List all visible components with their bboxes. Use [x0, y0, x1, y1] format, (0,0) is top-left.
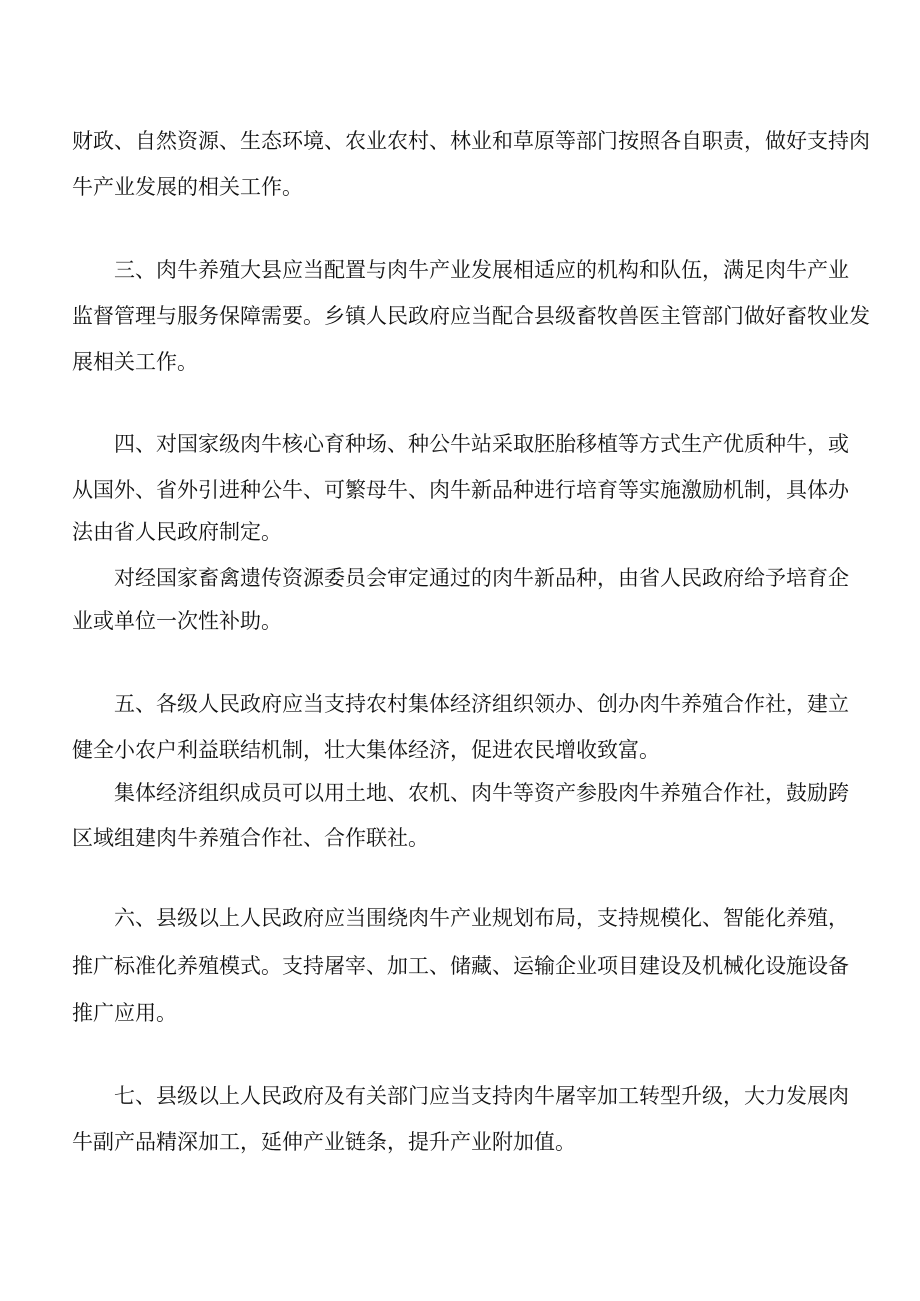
- paragraph-line: 区域组建肉牛养殖合作社、合作联社。: [72, 826, 429, 850]
- paragraph-line: 三、肉牛养殖大县应当配置与肉牛产业发展相适应的机构和队伍，满足肉牛产业: [114, 258, 849, 282]
- paragraph-line: 推广应用。: [72, 1001, 177, 1025]
- paragraph-line: 牛产业发展的相关工作。: [72, 175, 303, 199]
- paragraph-line: 六、县级以上人民政府应当围绕肉牛产业规划布局，支持规模化、智能化养殖，: [114, 906, 849, 930]
- paragraph-line: 从国外、省外引进种公牛、可繁母牛、肉牛新品种进行培育等实施激励机制，具体办: [72, 478, 849, 502]
- paragraph-line: 集体经济组织成员可以用土地、农机、肉牛等资产参股肉牛养殖合作社，鼓励跨: [114, 781, 849, 805]
- paragraph-line: 财政、自然资源、生态环境、农业农村、林业和草原等部门按照各自职责，做好支持肉: [72, 129, 870, 153]
- paragraph-line: 展相关工作。: [72, 350, 198, 374]
- paragraph-line: 对经国家畜禽遗传资源委员会审定通过的肉牛新品种，由省人民政府给予培育企: [114, 566, 849, 590]
- paragraph-line: 五、各级人民政府应当支持农村集体经济组织领办、创办肉牛养殖合作社，建立: [114, 692, 849, 716]
- paragraph-line: 推广标准化养殖模式。支持屠宰、加工、储藏、运输企业项目建设及机械化设施设备: [72, 954, 849, 978]
- paragraph-line: 四、对国家级肉牛核心育种场、种公牛站采取胚胎移植等方式生产优质种牛，或: [114, 432, 849, 456]
- paragraph-line: 七、县级以上人民政府及有关部门应当支持肉牛屠宰加工转型升级，大力发展肉: [114, 1084, 849, 1108]
- paragraph-line: 监督管理与服务保障需要。乡镇人民政府应当配合县级畜牧兽医主管部门做好畜牧业发: [72, 304, 870, 328]
- paragraph-line: 牛副产品精深加工，延伸产业链条，提升产业附加值。: [72, 1130, 576, 1154]
- paragraph-line: 业或单位一次性补助。: [72, 609, 282, 633]
- paragraph-line: 法由省人民政府制定。: [72, 520, 282, 544]
- paragraph-line: 健全小农户利益联结机制，壮大集体经济，促进农民增收致富。: [72, 738, 660, 762]
